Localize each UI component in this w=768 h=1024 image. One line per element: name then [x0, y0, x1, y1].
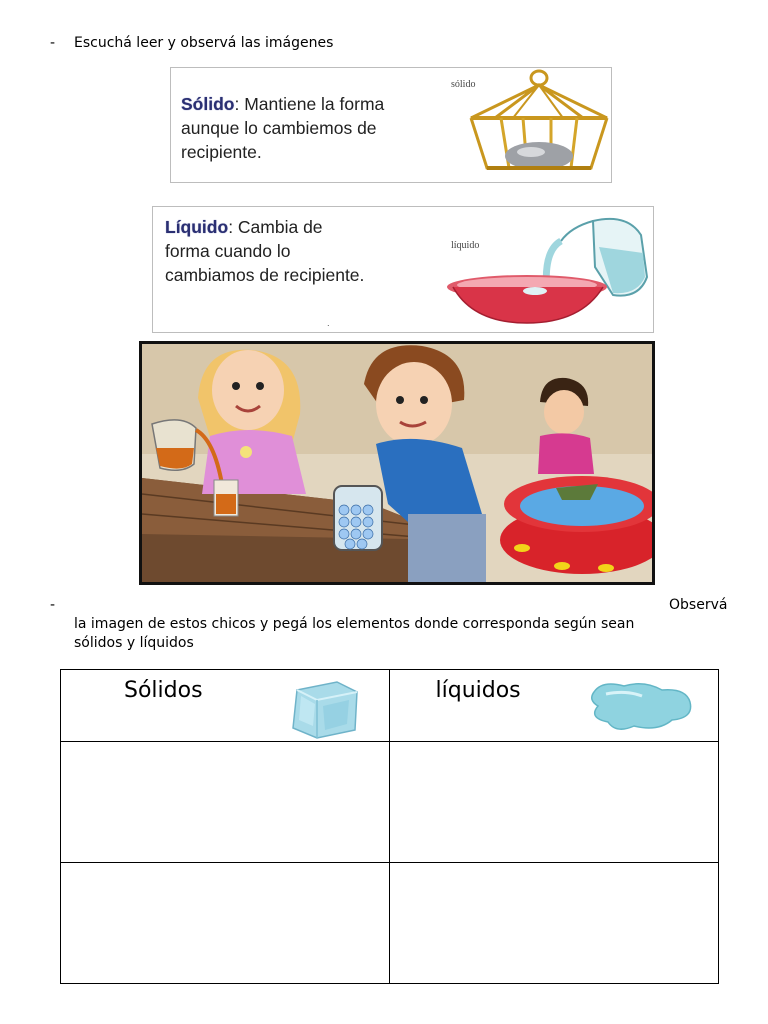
- solid-tag: sólido: [451, 79, 476, 90]
- ice-cube-icon: [287, 676, 361, 740]
- liquids-header-cell: [389, 670, 719, 742]
- instruction-listen: Escuchá leer y observá las imágenes: [74, 35, 334, 51]
- liquid-term: Líquido: [165, 217, 229, 237]
- solid-card: [170, 67, 612, 183]
- solids-header: Sólidos: [124, 678, 203, 703]
- water-puddle-icon: [586, 678, 696, 734]
- children-scene-icon: [142, 344, 652, 582]
- classification-table: [60, 669, 719, 984]
- liquids-drop-area-1[interactable]: [389, 742, 719, 863]
- instruction-line2: sólidos y líquidos: [74, 635, 194, 651]
- solid-term: Sólido: [181, 94, 235, 114]
- solid-definition: Sólido: Mantiene la forma aunque lo cambiemos de recipiente.: [181, 94, 385, 162]
- children-scene-illustration: [139, 341, 655, 585]
- liquids-header: líquidos: [435, 678, 521, 703]
- instruction-observe-word: Observá: [669, 597, 728, 613]
- solids-drop-area-1[interactable]: [61, 742, 390, 863]
- list-dash: -: [50, 35, 56, 51]
- liquids-drop-area-2[interactable]: [389, 863, 719, 984]
- bird-cage-icon: [451, 68, 611, 182]
- liquid-tag: líquido: [451, 240, 480, 251]
- solids-drop-area-2[interactable]: [61, 863, 390, 984]
- jug-pouring-icon: [443, 207, 653, 332]
- liquid-definition: Líquido: Cambia de forma cuando lo cambiamos de recipiente.: [165, 217, 365, 285]
- list-dash: -: [50, 597, 56, 613]
- instruction-line1: la imagen de estos chicos y pegá los elementos donde corresponda según sean: [74, 616, 635, 632]
- liquid-card: Líquido: Cambia de forma cuando lo cambiamos de recipiente. líquido .: [152, 206, 654, 333]
- solids-header-cell: [61, 670, 390, 742]
